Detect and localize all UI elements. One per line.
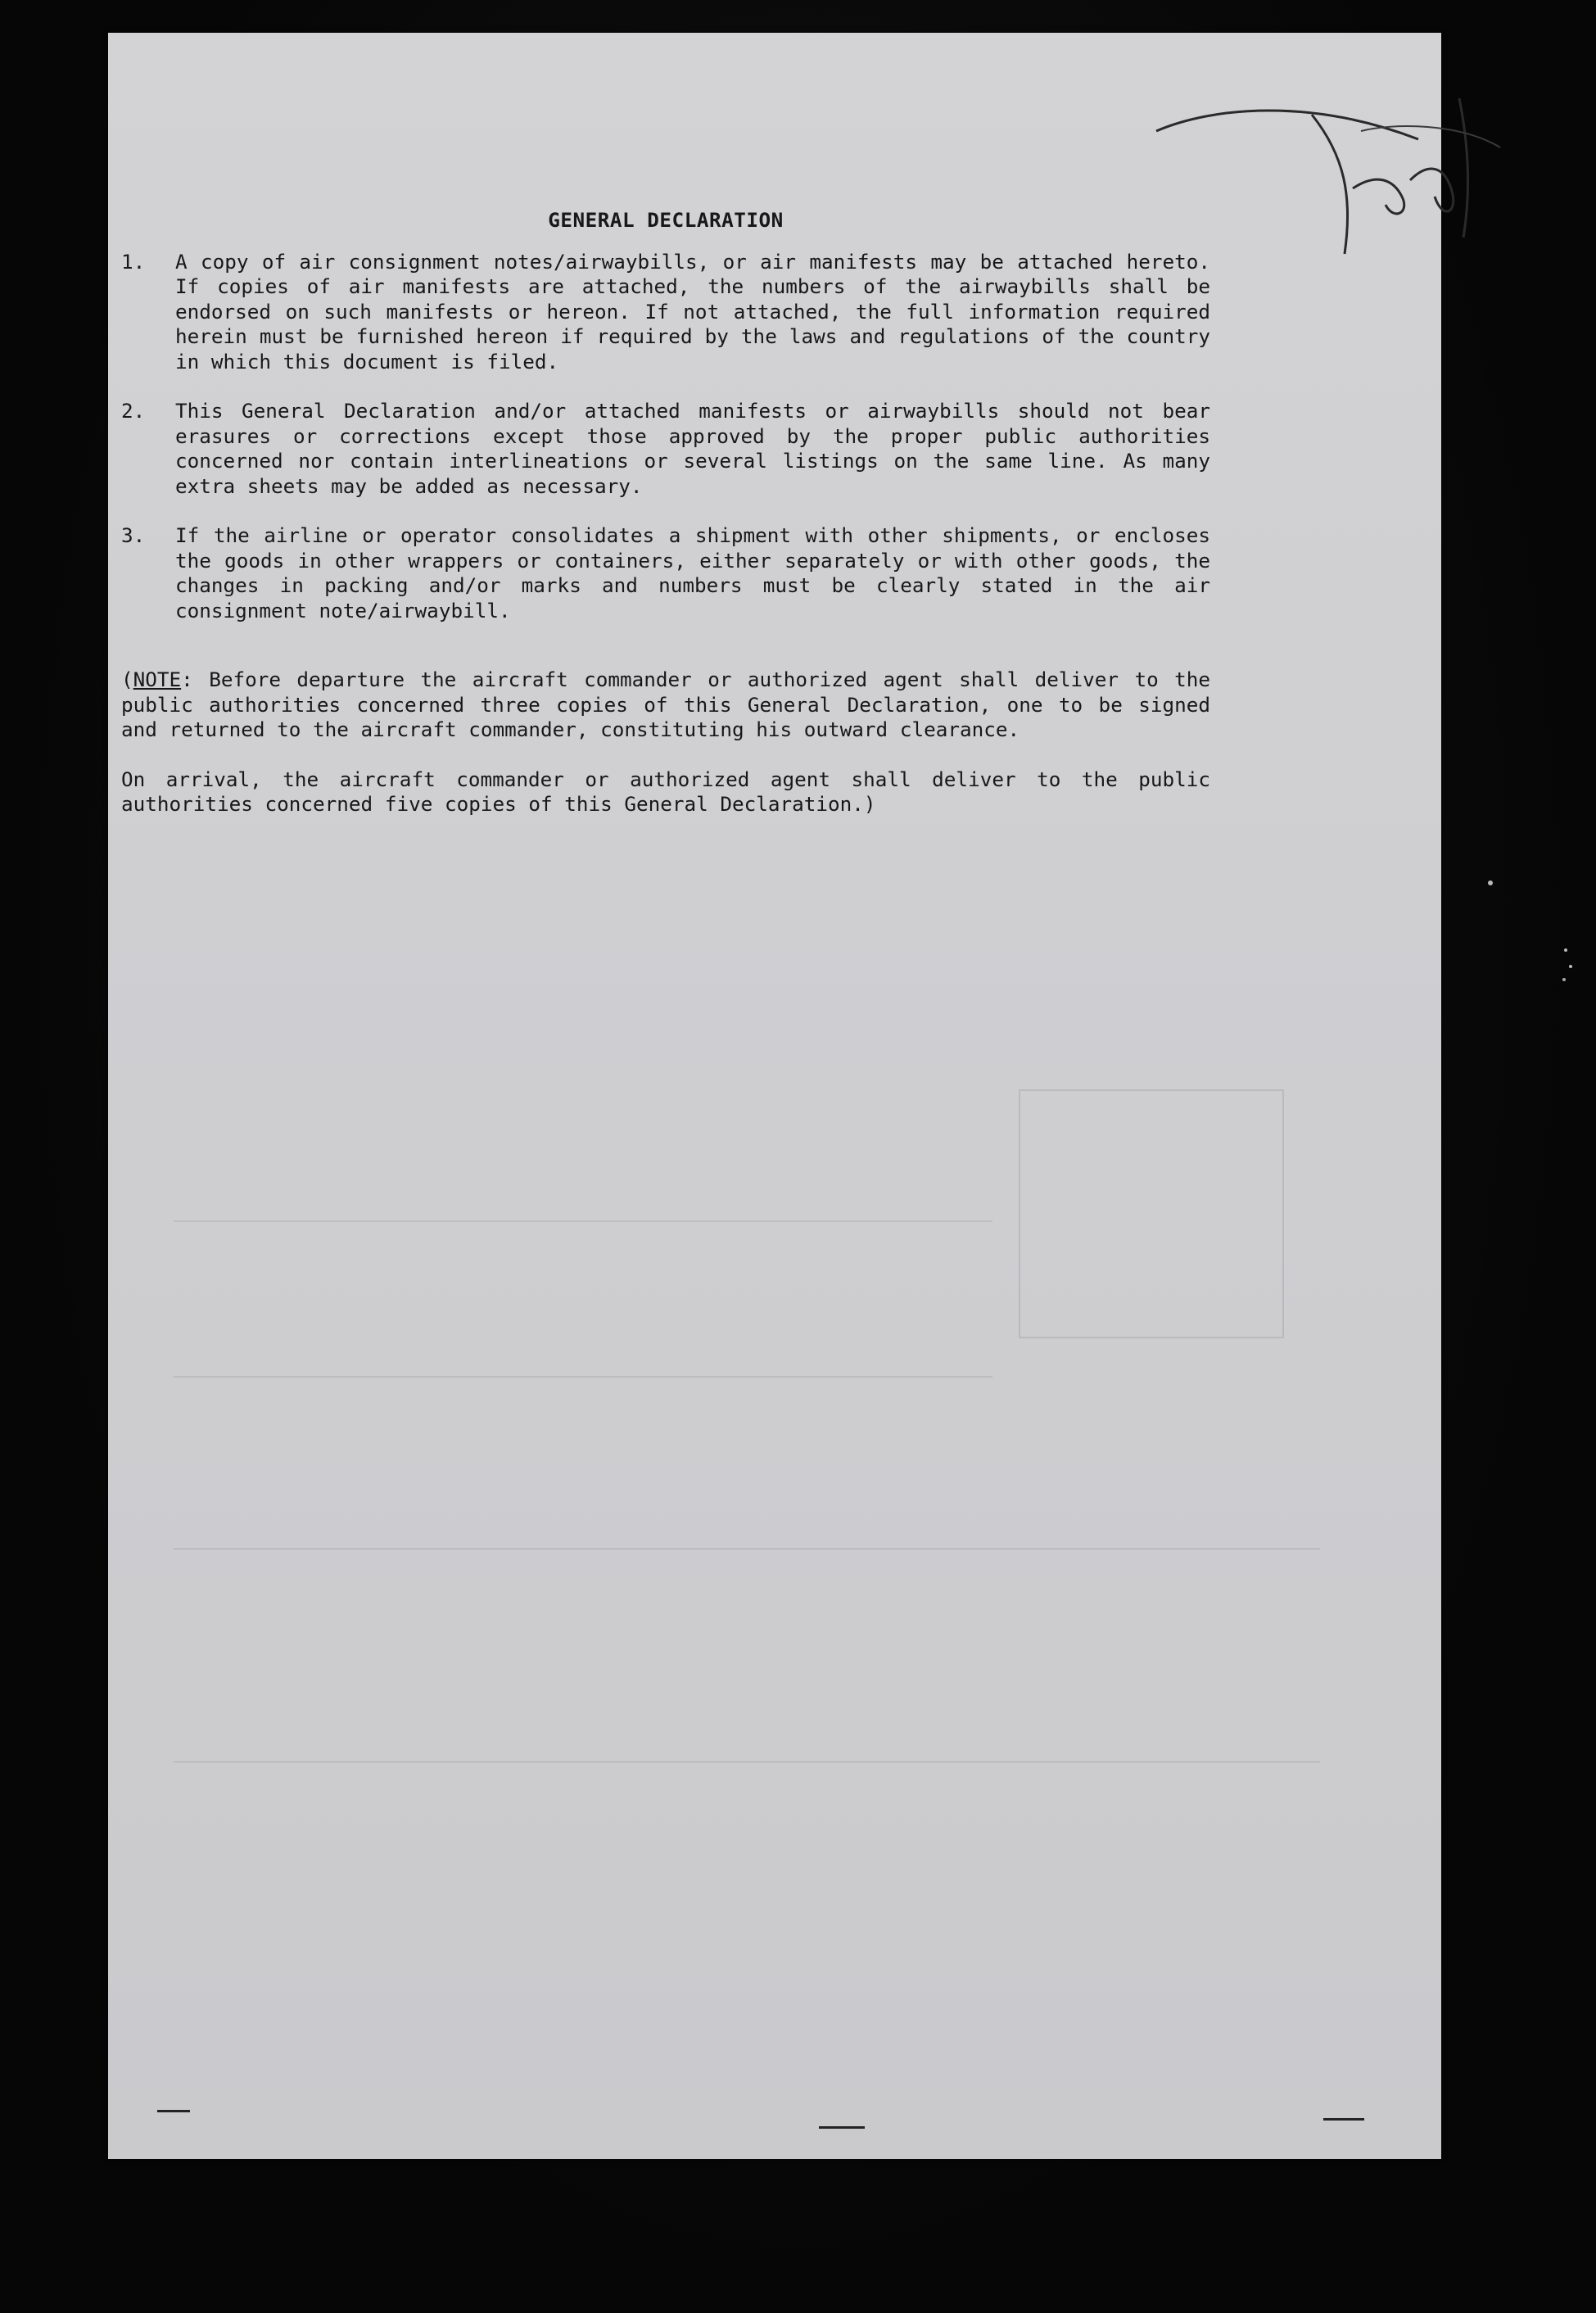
note-open-paren: ( (121, 668, 133, 691)
note-text: : Before departure the aircraft commander or authorized agent shall deliver to the public authorities concerned three copies of this General Declaration, one to be signed and returned to the aircraft commander, constituting his outward clearance. (121, 668, 1210, 741)
item-text: A copy of air consignment notes/airwaybills, or air manifests may be attached hereto. If copies of air manifests are attached, the numbers of the airwaybills shall be endorsed on such manifests or hereon. If not attached, the full information required herein must be furnished hereon if required by the laws and regulations of the country in which this document is filed. (175, 249, 1210, 373)
arrival-paragraph: On arrival, the aircraft commander or authorized agent shall deliver to the public authorities concerned five copies of this General Declaration.) (121, 767, 1210, 816)
document-title: GENERAL DECLARATION (548, 208, 784, 232)
item-number: 1. (121, 249, 146, 274)
item-text: This General Declaration and/or attached manifests or airwaybills should not bear erasures or corrections except those approved by the proper public authorities concerned nor contain interlineations or several listings on the same line. As many extra sheets may be added as necessary. (175, 399, 1210, 498)
note-label: NOTE (133, 668, 182, 691)
item-number: 2. (121, 399, 146, 423)
item-number: 3. (121, 523, 146, 547)
item-text: If the airline or operator consolidates a shipment with other shipments, or encloses the goods in other wrappers or containers, either separately or with other goods, the changes in packing and/or marks and numbers must be clearly stated in the air consignment note/airwaybill. (175, 523, 1210, 622)
